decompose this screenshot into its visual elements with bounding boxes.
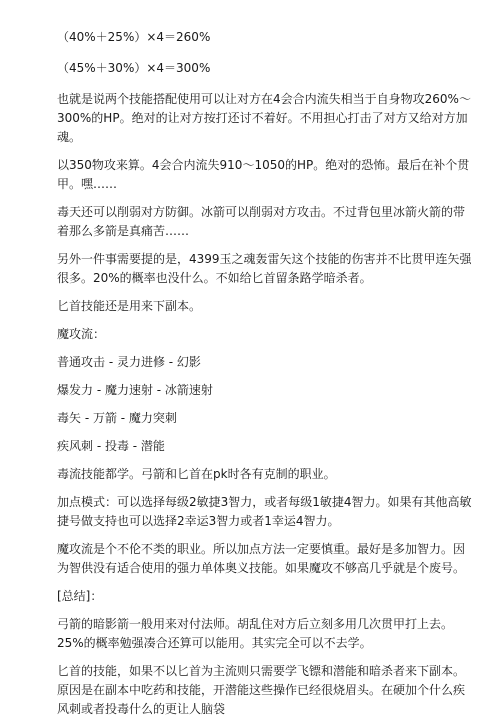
paragraph-dagger-skill: 匕首技能还是用来下副本。	[57, 299, 202, 313]
skill-line-4: 疾风刺 - 投毒 - 潜能	[57, 439, 165, 453]
formula-line-1: （40%＋25%）×4＝260%	[57, 30, 211, 44]
paragraph-point-allocation: 加点模式：可以选择每级2敏捷3智力，或者每级1敏捷4智力。如果有其他高敏捷号做支持也可以选择2幸运3智力或者1幸运4智力。	[57, 495, 472, 528]
heading-summary: [总结]：	[57, 589, 103, 603]
paragraph-dagger-summary: 匕首的技能，如果不以匕首为主流则只需要学飞镖和潜能和暗杀者来下副本。原因是在副本中吃药和技能，开潜能这些操作已经很烧眉头。在硬加个什么疾风刺或者投毒什么的更让人脑袋	[57, 664, 466, 716]
paragraph-shadow-arrow: 弓箭的暗影箭一般用来对付法师。胡乱住对方后立刻多用几次贯甲打上去。25%的概率勉强凑合还算可以能用。其实完全可以不去学。	[57, 617, 454, 650]
paragraph-magic-build: 魔攻流是个不伦不类的职业。所以加点方法一定要慎重。最好是多加智力。因为智供没有适合使用的强力单体奥义技能。如果魔攻不够高几乎就是个废号。	[57, 542, 466, 575]
heading-magic-attack: 魔攻流：	[57, 327, 106, 341]
skill-line-3: 毒矢 - 万箭 - 魔力突刺	[57, 411, 177, 425]
paragraph-damage-summary: 也就是说两个技能搭配使用可以让对方在4会合内流失相当于自身物攻260%～300%的HP。绝对的让对方按打还讨不着好。不用担心打击了对方又给对方加魂。	[57, 92, 471, 144]
formula-line-2: （45%＋30%）×4＝300%	[57, 61, 211, 75]
paragraph-thunder-arrow: 另外一件事需要提的是，4399玉之魂轰雷矢这个技能的伤害并不比贯甲连矢强很多。20%的概率也没什么。不如给匕首留条路学暗杀者。	[57, 252, 472, 285]
paragraph-poison-skills: 毒流技能都学。弓箭和匕首在pk时各有克制的职业。	[57, 467, 336, 481]
skill-line-1: 普通攻击 - 灵力进修 - 幻影	[57, 355, 201, 369]
skill-line-2: 爆发力 - 魔力速射 - 冰箭速射	[57, 383, 213, 397]
paragraph-weaken-defense: 毒天还可以削弱对方防御。冰箭可以削弱对方攻击。不过背包里冰箭火箭的带着那么多箭是真痛苦……	[57, 205, 466, 238]
paragraph-350-attack: 以350物攻来算。4会合内流失910～1050的HP。绝对的恐怖。最后在补个贯甲。嘿……	[57, 158, 470, 191]
